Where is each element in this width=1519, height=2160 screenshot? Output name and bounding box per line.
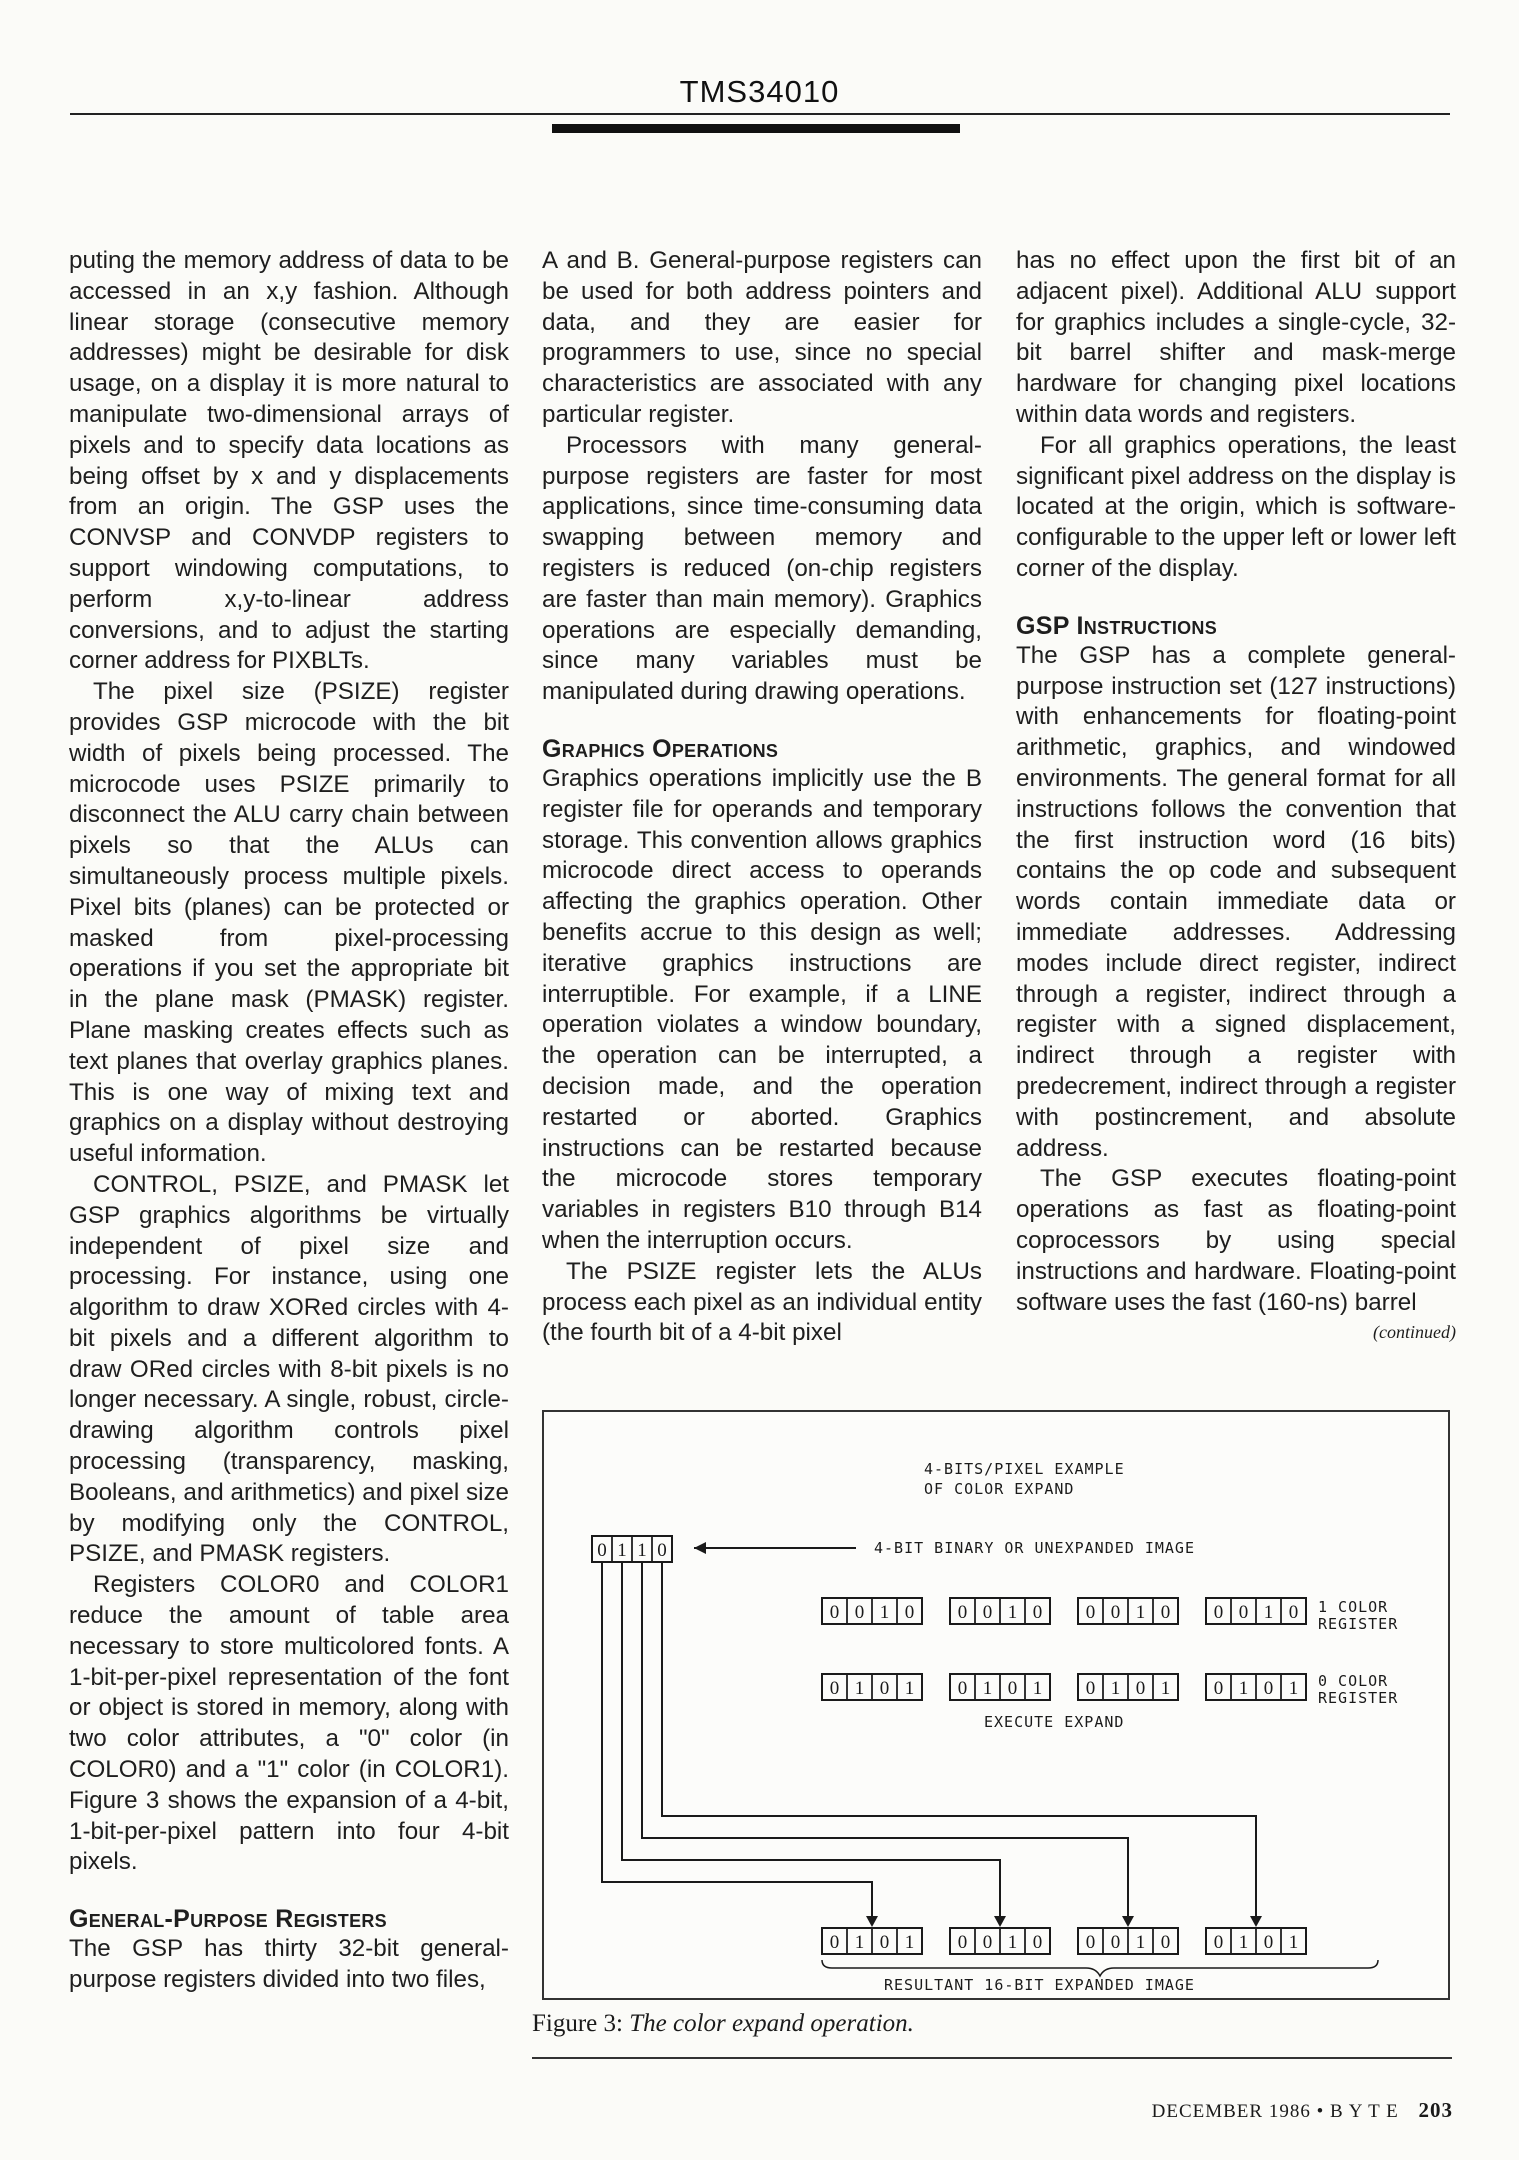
bit-value: 0	[1213, 1678, 1224, 1699]
paragraph: puting the memory address of data to be accessed in an x,y fashion. Although linear storage (consecutive memory addresses) might be desirable for disk usage, on a display it is more natural to manipulate two-dimensional arrays of pixels and to specify data locations as being offset by x and y displacements from an origin. The GSP uses the CONVSP and CONVDP registers to support windowing computations, to perform x,y-to-linear address conversions, and to adjust the starting corner address for PIXBLTs.	[69, 247, 509, 675]
bit-value: 0	[829, 1932, 840, 1953]
color1-label-line-1: 1 COLOR	[1318, 1598, 1389, 1616]
result-label: RESULTANT 16-BIT EXPANDED IMAGE	[884, 1976, 1195, 1994]
bit-value: 0	[1032, 1602, 1043, 1623]
bit-value: 0	[982, 1602, 993, 1623]
bit-value: 1	[879, 1602, 890, 1623]
paragraph: A and B. General-purpose registers can be used for both address pointers and data, and they are easier for programmers to use, since no special characteristics are associated with any particular register.	[542, 247, 982, 428]
bit-value: 1	[1238, 1678, 1249, 1699]
bit-value: 0	[1263, 1678, 1274, 1699]
bit-value: 0	[1085, 1678, 1096, 1699]
running-head: TMS34010	[679, 74, 840, 109]
bit-value: 1	[1288, 1932, 1299, 1953]
color0-label-line-2: REGISTER	[1318, 1689, 1399, 1707]
bit-value: 0	[854, 1602, 865, 1623]
bit-value: 0	[829, 1678, 840, 1699]
caption-rule	[532, 2057, 1452, 2059]
color0-register-pixel	[1206, 1674, 1306, 1700]
bit-value: 0	[1213, 1932, 1224, 1953]
bit-value: 0	[982, 1932, 993, 1953]
text-column-2	[542, 246, 982, 1349]
figure-3	[542, 1410, 1450, 2000]
color0-label-line-1: 0 COLOR	[1318, 1672, 1389, 1690]
bit-value: 0	[1135, 1678, 1146, 1699]
section-heading: Graphics Operations	[542, 734, 779, 763]
bit-value: 1	[637, 1540, 647, 1561]
section-heading: General-Purpose Registers	[69, 1905, 387, 1934]
result-pixel	[950, 1928, 1050, 1954]
bit-value: 1	[904, 1932, 915, 1953]
result-pixel	[822, 1928, 922, 1954]
bit-value: 1	[1135, 1932, 1146, 1953]
color1-register-pixel	[1206, 1598, 1306, 1624]
paragraph: Graphics operations implicitly use the B register file for operands and temporary storage. This convention allows graphics microcode direct access to operands affecting the graphics operation. Other benefits accrue to this design as well; iterative graphics instructions are interruptible. For example, if a LINE operation violates a window boundary, the operation can be interrupted, a decision made, and the operation restarted or aborted. Graphics instructions can be restarted because the microcode stores temporary variables in registers B10 through B14 when the interruption occurs.	[542, 764, 982, 1254]
color0-register-pixel	[950, 1674, 1050, 1700]
color1-register-pixel	[1078, 1598, 1178, 1624]
paragraph: The GSP has a complete general-purpose instruction set (127 instructions) with enhancements for floating-point arithmetic, graphics, and windowed environments. The general format for all instructions follows the convention that the first instruction word (16 bits) contains the op code and subsequent words contain immediate data or immediate addresses. Addressing modes include direct register, indirect through a register, indirect through a register with a signed displacement, indirect through a register with predecrement, indirect through a register with postincrement, and absolute address.	[1016, 641, 1456, 1162]
figure-caption	[532, 2010, 914, 2038]
figure-title-line-1: 4-BITS/PIXEL EXAMPLE	[924, 1460, 1125, 1478]
result-brace	[822, 1960, 1378, 1976]
wire-arrow-head	[1250, 1916, 1262, 1927]
bit-value: 1	[1032, 1678, 1043, 1699]
paragraph: has no effect upon the first bit of an adjacent pixel). Additional ALU support for graphics includes a single-cycle, 32-bit barrel shifter and mask-merge hardware for changing pixel locations within data words and registers.	[1016, 247, 1456, 428]
bit-value: 0	[1263, 1932, 1274, 1953]
bit-value: 0	[1085, 1932, 1096, 1953]
paragraph: The GSP executes floating-point operations as fast as floating-point coprocessors by using special instructions and hardware. Floating-point software uses the fast (160-ns) barrel	[1016, 1165, 1456, 1316]
bit-value: 1	[1135, 1602, 1146, 1623]
result-pixel	[1206, 1928, 1306, 1954]
bit-value: 0	[904, 1602, 915, 1623]
paragraph: For all graphics operations, the least significant pixel address on the display is located at the origin, which is software-configurable to the upper left or lower left corner of the display.	[1016, 431, 1456, 582]
bit-value: 1	[854, 1678, 865, 1699]
header-bar	[552, 124, 960, 133]
bit-value: 0	[1238, 1602, 1249, 1623]
bit-value: 0	[1085, 1602, 1096, 1623]
paragraph: Registers COLOR0 and COLOR1 reduce the amount of table area necessary to store multicolored fonts. A 1-bit-per-pixel representation of the font or object is stored in memory, along with two color attributes, a "0" color (in COLOR0) and a "1" color (in COLOR1). Figure 3 shows the expansion of a 4-bit, 1-bit-per-pixel pattern into four 4-bit pixels.	[69, 1571, 509, 1876]
bit-value: 0	[1213, 1602, 1224, 1623]
bit-value: 1	[617, 1540, 627, 1561]
bit-value: 0	[1032, 1932, 1043, 1953]
bit-value: 0	[657, 1540, 667, 1561]
wire-arrow-head	[866, 1916, 878, 1927]
bit-value: 1	[854, 1932, 865, 1953]
source-label: 4-BIT BINARY OR UNEXPANDED IMAGE	[874, 1539, 1195, 1557]
paragraph: The PSIZE register lets the ALUs process each pixel as an individual entity (the fourth bit of a 4-bit pixel	[542, 1257, 982, 1347]
bit-value: 0	[1160, 1602, 1171, 1623]
paragraph: The GSP has thirty 32-bit general-purpose registers divided into two files,	[69, 1935, 509, 1994]
bit-value: 0	[1288, 1602, 1299, 1623]
bit-value: 0	[1110, 1932, 1121, 1953]
bit-value: 0	[1110, 1602, 1121, 1623]
bit-value: 1	[1263, 1602, 1274, 1623]
bit-value: 1	[904, 1678, 915, 1699]
header-rule	[70, 113, 1450, 115]
text-column-1	[69, 246, 509, 1996]
figure-title-line-2: OF COLOR EXPAND	[924, 1480, 1075, 1498]
bit-value: 0	[597, 1540, 607, 1561]
bit-value: 1	[1288, 1678, 1299, 1699]
page-footer	[1152, 2098, 1453, 2123]
page-number: 203	[1418, 2098, 1453, 2122]
paragraph: The pixel size (PSIZE) register provides GSP microcode with the bit width of pixels being processed. The microcode uses PSIZE primarily to disconnect the ALU carry chain between pixels so that the ALUs can simultaneously process multiple pixels. Pixel bits (planes) can be protected or masked from pixel-processing operations if you set the appropriate bit in the plane mask (PMASK) register. Plane masking creates effects such as text planes that overlay graphics planes. This is one way of mixing text and graphics on a display without destroying useful information.	[69, 678, 509, 1168]
bit-value: 0	[1007, 1678, 1018, 1699]
paragraph: CONTROL, PSIZE, and PMASK let GSP graphics algorithms be virtually independent of pixel size and processing. For instance, using one algorithm to draw XORed circles with 4-bit pixels and a different algorithm to draw ORed circles with 8-bit pixels is no longer necessary. A single, robust, circle-drawing algorithm controls pixel processing (transparency, masking, Booleans, and arithmetics) and pixel size by modifying only the CONTROL, PSIZE, and PMASK registers.	[69, 1170, 509, 1568]
bit-value: 0	[879, 1932, 890, 1953]
color0-register-pixel	[822, 1674, 922, 1700]
bit-value: 1	[1238, 1932, 1249, 1953]
bit-value: 0	[957, 1932, 968, 1953]
wire-arrow-head	[994, 1916, 1006, 1927]
figure-caption-label: Figure 3:	[532, 2010, 623, 2037]
source-pixel-bits	[592, 1536, 672, 1562]
bit-value: 1	[1007, 1602, 1018, 1623]
text-column-3	[1016, 246, 1456, 1342]
bit-value: 0	[957, 1602, 968, 1623]
section-heading: GSP Instructions	[1016, 611, 1218, 640]
issue-date: DECEMBER 1986 • B Y T E	[1151, 2101, 1399, 2122]
bit-wire	[622, 1562, 1000, 1918]
bit-value: 0	[957, 1678, 968, 1699]
color0-register-pixel	[1078, 1674, 1178, 1700]
color-expand-diagram	[544, 1412, 1448, 1998]
bit-value: 0	[829, 1602, 840, 1623]
figure-caption-text: The color expand operation.	[629, 2010, 914, 2037]
color1-register-pixel	[950, 1598, 1050, 1624]
color1-register-pixel	[822, 1598, 922, 1624]
execute-expand-label: EXECUTE EXPAND	[984, 1713, 1125, 1731]
bit-value: 0	[879, 1678, 890, 1699]
source-arrow-head	[694, 1542, 706, 1554]
bit-value: 0	[1160, 1932, 1171, 1953]
bit-value: 1	[1007, 1932, 1018, 1953]
result-pixel	[1078, 1928, 1178, 1954]
bit-value: 1	[1160, 1678, 1171, 1699]
color1-label-line-2: REGISTER	[1318, 1615, 1399, 1633]
paragraph: Processors with many general-purpose registers are faster for most applications, since time-consuming data swapping between memory and registers is reduced (on-chip registers are faster than main memory). Graphics operations are especially demanding, since many variables must be manipulated during drawing operations.	[542, 431, 982, 706]
bit-value: 1	[982, 1678, 993, 1699]
wire-arrow-head	[1122, 1916, 1134, 1927]
continued-note: (continued)	[1373, 1322, 1456, 1343]
bit-value: 1	[1110, 1678, 1121, 1699]
